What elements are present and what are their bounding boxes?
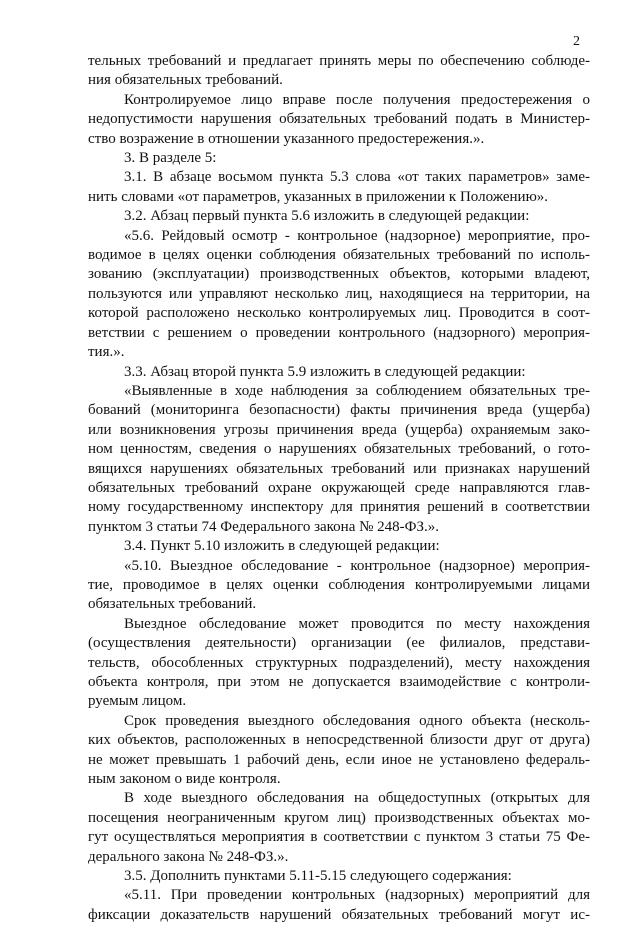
text-line: (осуществления деятельности) организации (ее филиалов, представи-: [88, 635, 590, 652]
text-line: 3.2. Абзац первый пункта 5.6 изложить в следующей редакции:: [124, 208, 530, 225]
text-line: 3.5. Дополнить пунктами 5.11-5.15 следующего содержания:: [124, 868, 512, 885]
text-line: ветствии с решением о проведении контрольного (надзорного) мероприя-: [88, 324, 590, 341]
text-line: объекта контроля, при этом не допускается взаимодействие с контроли-: [88, 674, 590, 690]
text-line: обязательных требований.: [88, 596, 257, 613]
page-number: 2: [573, 34, 580, 49]
document-body: [88, 52, 590, 925]
text-line: вящихся нарушениях обязательных требований или признаках нарушений: [88, 460, 590, 477]
text-line: нить словами «от параметров, указанных в приложении к Положению».: [88, 188, 549, 205]
text-line: 3. В разделе 5:: [124, 150, 217, 167]
text-line: «5.10. Выездное обследование - контрольное (надзорное) мероприя-: [124, 557, 590, 574]
text-line: 3.4. Пункт 5.10 изложить в следующей редакции:: [124, 538, 440, 555]
text-line: посещения неограниченным кругом лиц) производственных объектах мо-: [88, 809, 590, 826]
text-line: Срок проведения выездного обследования одного объекта (несколь-: [124, 712, 590, 729]
text-line: тие, проводимое в целях оценки соблюдения контролируемыми лицами: [88, 576, 590, 593]
text-line: ным законом о виде контроля.: [88, 771, 281, 788]
text-line: В ходе выездного обследования на общедоступных (открытых для: [124, 790, 590, 807]
text-line: ном ценностям, сведения о нарушениях обязательных требований, о гото-: [88, 441, 590, 458]
text-line: 3.3. Абзац второй пункта 5.9 изложить в следующей редакции:: [124, 363, 526, 380]
text-line: «5.11. При проведении контрольных (надзорных) мероприятий для: [124, 887, 590, 904]
text-line: пользуются или управляют несколько лиц, находящиеся на территории, на: [88, 285, 590, 302]
text-line: «Выявленные в ходе наблюдения за соблюдением обязательных тре-: [124, 382, 590, 399]
text-line: недопустимости нарушения обязательных требований подать в Министер-: [88, 111, 590, 128]
text-line: ство возражение в отношении указанного предостережения.».: [88, 130, 485, 147]
text-line: обязательных требований охране окружающей среде направляются глав-: [88, 479, 590, 496]
text-line: пунктом 3 статьи 74 Федерального закона № 248-ФЗ.».: [88, 518, 440, 535]
text-line: водимое в целях оценки соблюдения обязательных требований по исполь-: [88, 247, 590, 264]
text-line: ному государственному инспектору для принятия решений в соответствии: [88, 499, 590, 516]
text-line: фиксации доказательств нарушений обязательных требований могут ис-: [88, 906, 590, 923]
text-line: Выездное обследование может проводится по месту нахождения: [124, 615, 590, 632]
text-line: гут осуществляться мероприятия в соответствии с пунктом 3 статьи 75 Фе-: [88, 829, 590, 846]
text-line: или возникновения угрозы причинения вреда (ущерба) охраняемым зако-: [88, 421, 590, 438]
text-line: тельств, обособленных структурных подразделений), месту нахождения: [88, 654, 590, 671]
text-line: ния обязательных требований.: [88, 72, 283, 89]
text-line: бований (мониторинга безопасности) факты причинения вреда (ущерба): [88, 402, 590, 419]
text-line: которой расположено несколько контролируемых лиц. Проводится в соот-: [88, 305, 590, 322]
text-line: ких объектов, расположенных в непосредственной близости друг от друга): [88, 732, 590, 749]
text-line: руемым лицом.: [88, 693, 187, 710]
text-line: дерального закона № 248-ФЗ.».: [88, 848, 289, 865]
text-line: «5.6. Рейдовый осмотр - контрольное (надзорное) мероприятие, про-: [124, 227, 590, 244]
text-line: не может превышать 1 рабочий день, если иное не установлено федераль-: [88, 751, 590, 768]
text-line: тия.».: [88, 344, 125, 361]
text-line: тельных требований и предлагает принять меры по обеспечению соблюде-: [88, 53, 590, 69]
text-line: Контролируемое лицо вправе после получения предостережения о: [124, 91, 590, 108]
text-line: 3.1. В абзаце восьмом пункта 5.3 слова «от таких параметров» заме-: [124, 169, 590, 186]
text-line: зованию (эксплуатации) производственных объектов, которыми владеют,: [88, 266, 590, 283]
